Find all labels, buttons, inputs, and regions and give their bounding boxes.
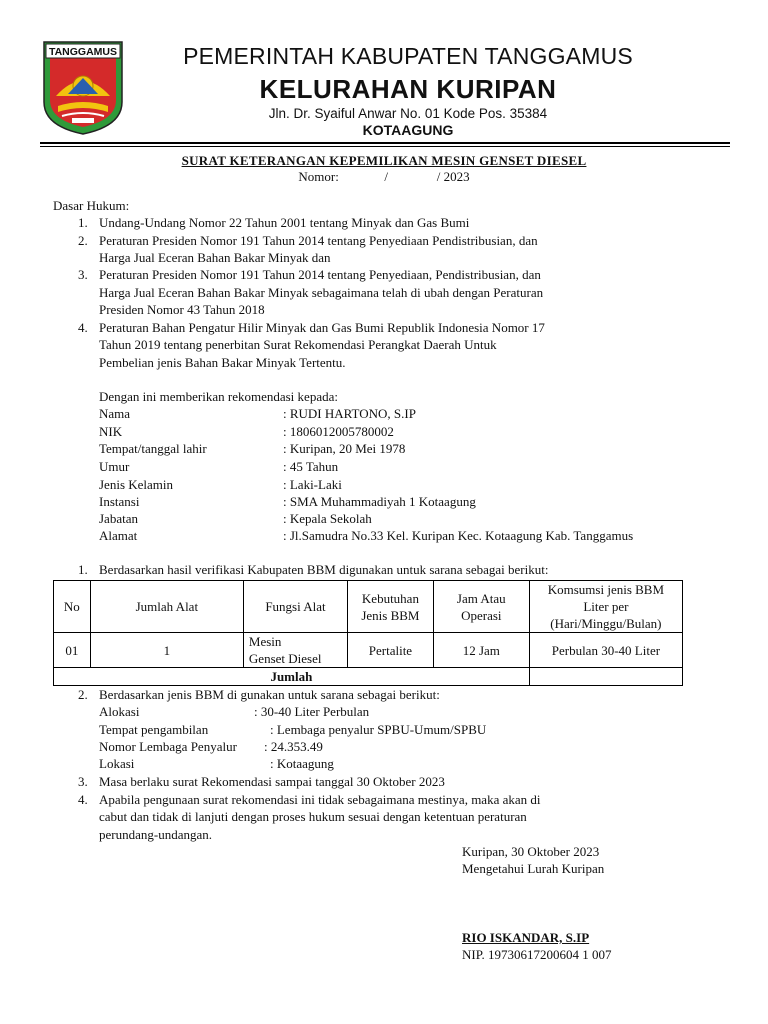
field-label-nama: Nama <box>99 406 131 421</box>
location-value: : Kotaagung <box>270 756 334 771</box>
cell-fungsi <box>243 633 347 668</box>
cell-no: 01 <box>54 633 91 668</box>
header-rule-thick <box>40 142 730 144</box>
cell-jumlah: 1 <box>90 633 243 668</box>
legal-item-line: Presiden Nomor 43 Tahun 2018 <box>99 302 265 317</box>
point-number: 1. <box>78 562 88 577</box>
point-number: 4. <box>78 792 88 807</box>
gov-title: PEMERINTAH KABUPATEN TANGGAMUS <box>183 43 633 69</box>
total-label: Jumlah <box>54 668 530 686</box>
legal-item-number: 3. <box>78 267 88 282</box>
header-line: Komsumsi jenis BBM <box>547 582 665 597</box>
legal-item-line: Peraturan Bahan Pengatur Hilir Minyak dan Gas Bumi Republik Indonesia Nomor 17 <box>99 320 545 335</box>
pickup-value: : Lembaga penyalur SPBU-Umum/SPBU <box>270 722 487 737</box>
header-line: Liter per <box>583 599 629 614</box>
point-number: 2. <box>78 687 88 702</box>
field-value-ttl: : Kuripan, 20 Mei 1978 <box>283 441 406 456</box>
distributor-label: Nomor Lembaga Penyalur <box>99 739 237 754</box>
fuel-usage-table <box>53 580 683 686</box>
field-label-alamat: Alamat <box>99 528 138 543</box>
legal-item-line: Peraturan Presiden Nomor 191 Tahun 2014 tentang Penyediaan, Pendistribusian, dan <box>99 267 541 282</box>
header-line: (Hari/Minggu/Bulan) <box>550 616 662 631</box>
field-value-alamat: : Jl.Samudra No.33 Kel. Kuripan Kec. Kotaagung Kab. Tanggamus <box>283 528 634 543</box>
office-title: KELURAHAN KURIPAN <box>259 74 557 104</box>
field-value-umur: : 45 Tahun <box>283 459 339 474</box>
table-header-row <box>54 581 683 633</box>
header-rule-thin <box>40 146 730 147</box>
table-header-cell <box>433 581 529 633</box>
header-line: Kebutuhan <box>361 590 419 606</box>
signer-role: Mengetahui Lurah Kuripan <box>462 861 605 876</box>
legal-item-number: 2. <box>78 233 88 248</box>
header-line: Jenis BBM <box>361 607 420 623</box>
point-text: Berdasarkan jenis BBM di gunakan untuk sarana sebagai berikut: <box>99 687 440 702</box>
legal-item-line: Harga Jual Eceran Bahan Bakar Minyak sebagaimana telah di ubah dengan Peraturan <box>99 285 544 300</box>
signer-name: RIO ISKANDAR, S.IP <box>462 930 590 945</box>
field-label-ttl: Tempat/tanggal lahir <box>99 441 207 456</box>
point-text-line: Apabila pengunaan surat rekomendasi ini tidak sebagaimana mestinya, maka akan di <box>99 792 541 807</box>
table-header-cell <box>529 581 682 633</box>
place-date: Kuripan, 30 Oktober 2023 <box>462 844 600 859</box>
logo-text: TANGGAMUS <box>48 46 118 58</box>
distributor-value: : 24.353.49 <box>264 739 323 754</box>
pickup-label: Tempat pengambilan <box>99 722 209 737</box>
field-label-nik: NIK <box>99 424 123 439</box>
header-line: Operasi <box>461 607 502 623</box>
field-value-gender: : Laki-Laki <box>283 477 342 492</box>
document-title: SURAT KETERANGAN KEPEMILIKAN MESIN GENSET DIESEL <box>181 153 587 168</box>
document-number: Nomor: / / 2023 <box>298 169 470 184</box>
field-label-gender: Jenis Kelamin <box>99 477 174 492</box>
header-line: Jam Atau <box>456 590 506 606</box>
point-number: 3. <box>78 774 88 789</box>
cell-bbm: Pertalite <box>348 633 434 668</box>
legal-basis-heading: Dasar Hukum: <box>53 198 130 213</box>
fungsi-line: Mesin <box>248 634 282 649</box>
point-text: Masa berlaku surat Rekomendasi sampai tanggal 30 Oktober 2023 <box>99 774 445 789</box>
legal-item-line: Undang-Undang Nomor 22 Tahun 2001 tentang Minyak dan Gas Bumi <box>99 215 470 230</box>
office-city: KOTAAGUNG <box>362 122 454 138</box>
recipient-intro: Dengan ini memberikan rekomendasi kepada: <box>99 389 338 404</box>
legal-item-number: 1. <box>78 215 88 230</box>
location-label: Lokasi <box>99 756 135 771</box>
table-total-row <box>54 668 683 686</box>
cell-konsumsi: Perbulan 30-40 Liter <box>529 633 682 668</box>
field-value-nik: : 1806012005780002 <box>283 424 394 439</box>
legal-item-line: Peraturan Presiden Nomor 191 Tahun 2014 tentang Penyediaan Pendistribusian, dan <box>99 233 538 248</box>
table-header-cell: No <box>54 581 91 633</box>
alloc-value: : 30-40 Liter Perbulan <box>254 704 370 719</box>
point-text-line: cabut dan tidak di lanjuti dengan proses hukum sesuai dengan ketentuan peraturan <box>99 809 527 824</box>
legal-item-line: Pembelian jenis Bahan Bakar Minyak Tertentu. <box>99 355 346 370</box>
table-header-cell: Fungsi Alat <box>243 581 347 633</box>
field-value-nama: : RUDI HARTONO, S.IP <box>283 406 416 421</box>
table-header-cell <box>348 581 434 633</box>
point-text: Berdasarkan hasil verifikasi Kabupaten BBM digunakan untuk sarana sebagai berikut: <box>99 562 549 577</box>
alloc-label: Alokasi <box>99 704 140 719</box>
office-address: Jln. Dr. Syaiful Anwar No. 01 Kode Pos. 35384 <box>268 106 548 121</box>
signer-nip: NIP. 19730617200604 1 007 <box>462 947 612 962</box>
legal-item-line: Harga Jual Eceran Bahan Bakar Minyak dan <box>99 250 331 265</box>
legal-item-number: 4. <box>78 320 88 335</box>
field-label-umur: Umur <box>99 459 130 474</box>
fungsi-line: Genset Diesel <box>248 651 322 666</box>
legal-item-line: Tahun 2019 tentang penerbitan Surat Rekomendasi Perangkat Daerah Untuk <box>99 337 497 352</box>
total-value <box>529 668 682 686</box>
cell-jam: 12 Jam <box>433 633 529 668</box>
field-value-instansi: : SMA Muhammadiyah 1 Kotaagung <box>283 494 476 509</box>
field-label-instansi: Instansi <box>99 494 140 509</box>
field-label-jabatan: Jabatan <box>99 511 138 526</box>
point-text-line: perundang-undangan. <box>99 827 212 842</box>
table-header-cell: Jumlah Alat <box>90 581 243 633</box>
table-row <box>54 633 683 668</box>
field-value-jabatan: : Kepala Sekolah <box>283 511 372 526</box>
